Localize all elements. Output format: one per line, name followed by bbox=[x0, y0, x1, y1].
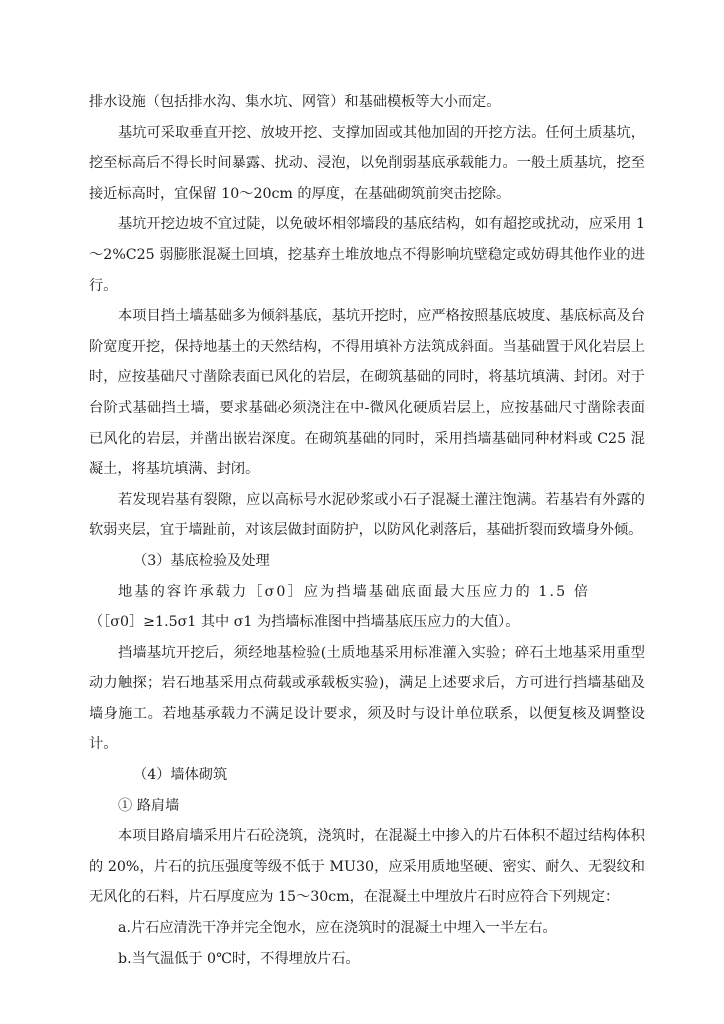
paragraph-bearing-capacity-note: （［σ0］≥1.5σ1 其中 σ1 为挡墙标准图中挡墙基底压应力的大值）。 bbox=[89, 614, 520, 631]
list-item-a: a.片石应清洗干净并完全饱水，应在浇筑时的混凝土中埋入一半左右。 bbox=[118, 920, 557, 937]
paragraph-inclined-base: 本项目挡土墙基础多为倾斜基底，基坑开挖时，应严格按照基底坡度、基底标高及台阶宽度开挖，保持地基土的天然结构，不得用填补方法筑成斜面。当基础置于风化岩层上时，应按基础尺寸凿除表面已风化的岩层，在砌筑基础的同时，将基坑填满、封闭。对于台阶式基础挡土墙，要求基础必须浇注在中-微风化硬质岩层上，应按基础尺寸凿除表面已风化的岩层，并凿出嵌岩深度。在砌筑基础的同时，采用挡墙基础同种材料或 C25 混凝土，将基坑填满、封闭。 bbox=[89, 308, 645, 478]
paragraph-bearing-capacity: 地基的容许承载力［σ0］应为挡墙基础底面最大压应力的 1.5 倍 bbox=[118, 583, 591, 600]
section-heading-base-inspection: （3）基底检验及处理 bbox=[133, 552, 270, 569]
paragraph-excavation-methods: 基坑可采取垂直开挖、放坡开挖、支撑加固或其他加固的开挖方法。任何土质基坑，挖至标高后不得长时间暴露、扰动、浸泡，以免削弱基底承载能力。一般土质基坑，挖至接近标高时，宜保留 10～20cm 的厚度，在基础砌筑前突击挖除。 bbox=[89, 124, 645, 202]
paragraph-drainage-continuation: 排水设施（包括排水沟、集水坑、网管）和基础模板等大小而定。 bbox=[89, 94, 501, 110]
paragraph-slope-backfill: 基坑开挖边坡不宜过陡，以免破坏相邻墙段的基底结构，如有超挖或扰动，应采用 1～2%C25 弱膨胀混凝土回填，挖基弃土堆放地点不得影响坑壁稳定或妨碍其他作业的进行。 bbox=[89, 216, 645, 294]
document-body bbox=[89, 87, 645, 974]
paragraph-rock-fissures: 若发现岩基有裂隙，应以高标号水泥砂浆或小石子混凝土灌注饱满。若基岩有外露的软弱夹层，宜于墙趾前，对该层做封面防护，以防风化剥落后，基础折裂而致墙身外倾。 bbox=[89, 491, 645, 539]
paragraph-rubble-concrete: 本项目路肩墙采用片石砼浇筑，浇筑时，在混凝土中掺入的片石体积不超过结构体积的 20%，片石的抗压强度等级不低于 MU30，应采用质地坚硬、密实、耐久、无裂纹和无风化的石料，片石厚度应为 15～30cm，在混凝土中埋放片石时应符合下列规定： bbox=[89, 828, 645, 906]
section-heading-wall-masonry: （4）墙体砌筑 bbox=[133, 767, 228, 784]
list-item-b: b.当气温低于 0℃时，不得埋放片石。 bbox=[118, 950, 360, 967]
paragraph-foundation-testing: 挡墙基坑开挖后，须经地基检验(土质地基采用标准灌入实验；碎石土地基采用重型动力触探；岩石地基采用点荷载或承载板实验)，满足上述要求后，方可进行挡墙基础及墙身施工。若地基承载力不满足设计要求，须及时与设计单位联系，以便复核及调整设计。 bbox=[89, 644, 645, 753]
subsection-heading-shoulder-wall: ① 路肩墙 bbox=[118, 797, 180, 814]
